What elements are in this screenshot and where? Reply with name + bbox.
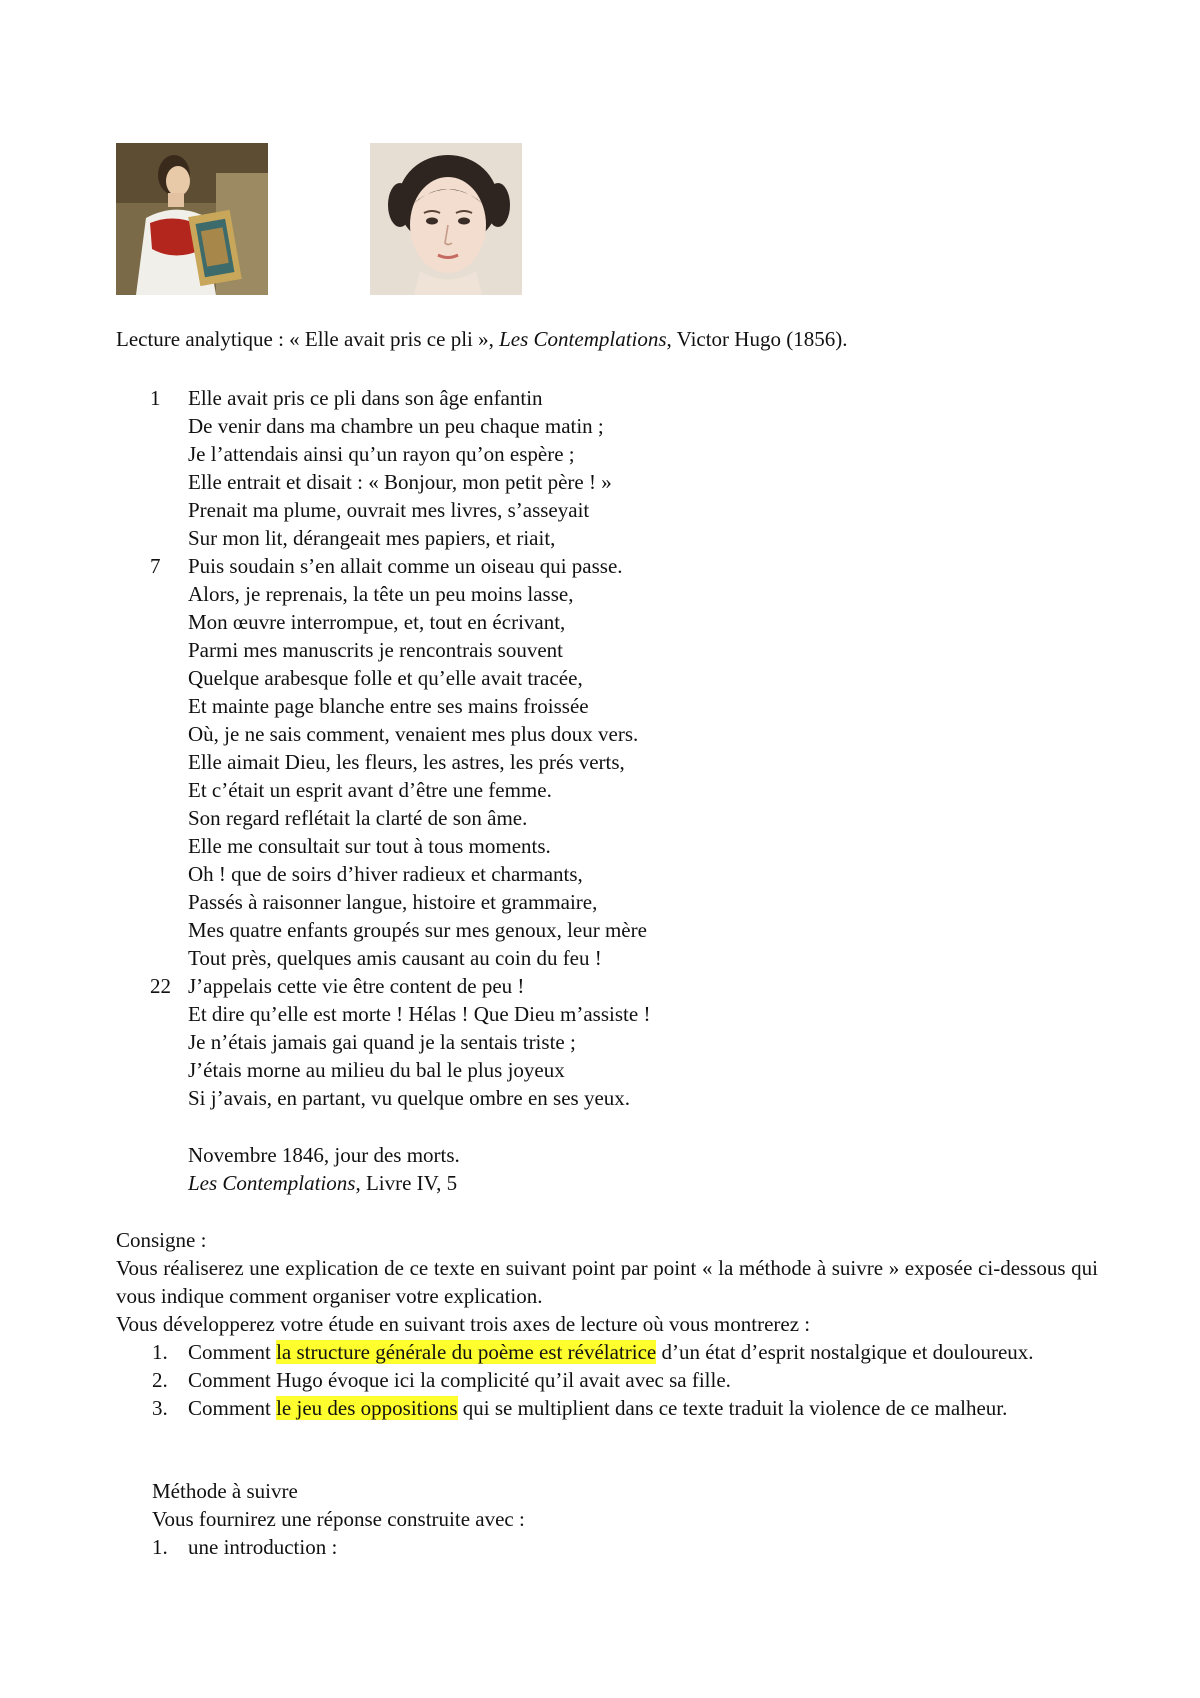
poem-line	[116, 440, 1116, 468]
poem-line	[116, 636, 1116, 664]
poem-line	[116, 860, 1116, 888]
consigne-paragraph: Vous réaliserez une explication de ce texte en suivant point par point « la méthode à suivre » exposée ci-dessous qui vous indique comment organiser votre explication.	[116, 1256, 1098, 1308]
poem-line	[116, 1028, 1116, 1056]
methode-title: Méthode à suivre	[152, 1479, 298, 1503]
verse-text: Elle avait pris ce pli dans son âge enfantin	[188, 386, 543, 410]
highlighted-text: la structure générale du poème est révélatrice	[276, 1340, 657, 1364]
verse-text: Si j’avais, en partant, vu quelque ombre en ses yeux.	[188, 1086, 631, 1110]
poem-line	[116, 384, 1116, 412]
verse-text: De venir dans ma chambre un peu chaque matin ;	[188, 414, 604, 438]
poem-line	[116, 1084, 1116, 1112]
line-number: 7	[150, 554, 161, 578]
list-item	[116, 1366, 1098, 1394]
poem-source-work: Les Contemplations	[188, 1171, 356, 1195]
title-prefix: Lecture analytique : « Elle avait pris ce pli »,	[116, 327, 494, 351]
line-number: 1	[150, 386, 161, 410]
document-title	[116, 327, 847, 352]
verse-text: Et c’était un esprit avant d’être une femme.	[188, 778, 552, 802]
highlighted-text: le jeu des oppositions	[276, 1396, 458, 1420]
line-number: 22	[150, 974, 171, 998]
consigne-label: Consigne :	[116, 1228, 207, 1252]
poem-source	[188, 1169, 457, 1197]
poem-line	[116, 972, 1116, 1000]
verse-text: Prenait ma plume, ouvrait mes livres, s’asseyait	[188, 498, 590, 522]
verse-text: Mes quatre enfants groupés sur mes genoux, leur mère	[188, 918, 647, 942]
methode-intro: Vous fournirez une réponse construite avec :	[152, 1507, 525, 1531]
verse-text: Mon œuvre interrompue, et, tout en écrivant,	[188, 610, 566, 634]
list-item	[116, 1338, 1098, 1366]
verse-text: Je n’étais jamais gai quand je la sentais triste ;	[188, 1030, 576, 1054]
verse-text: Tout près, quelques amis causant au coin du feu !	[188, 946, 602, 970]
verse-text: Et dire qu’elle est morte ! Hélas ! Que Dieu m’assiste !	[188, 1002, 651, 1026]
poem-line	[116, 804, 1116, 832]
portrait-woman-image	[370, 143, 522, 295]
poem	[116, 384, 1116, 1112]
verse-text: Et mainte page blanche entre ses mains froissée	[188, 694, 589, 718]
axis-text-before: Comment	[188, 1340, 277, 1364]
axis-text-after: d’un état d’esprit nostalgique et douloureux.	[656, 1340, 1034, 1364]
verse-text: Où, je ne sais comment, venaient mes plus doux vers.	[188, 722, 639, 746]
poem-line	[116, 692, 1116, 720]
verse-text: Parmi mes manuscrits je rencontrais souvent	[188, 638, 563, 662]
poem-date: Novembre 1846, jour des morts.	[188, 1143, 460, 1167]
verse-text: J’étais morne au milieu du bal le plus joyeux	[188, 1058, 565, 1082]
verse-text: Je l’attendais ainsi qu’un rayon qu’on espère ;	[188, 442, 575, 466]
list-number: 1.	[152, 1340, 168, 1364]
list-number: 1.	[152, 1535, 168, 1559]
poem-line	[116, 776, 1116, 804]
list-item	[116, 1394, 1098, 1422]
poem-line	[116, 664, 1116, 692]
poem-line	[116, 608, 1116, 636]
poem-line	[116, 468, 1116, 496]
verse-text: Elle me consultait sur tout à tous moments.	[188, 834, 551, 858]
poem-line	[116, 1000, 1116, 1028]
verse-text: Puis soudain s’en allait comme un oiseau qui passe.	[188, 554, 623, 578]
poem-line	[116, 888, 1116, 916]
poem-source-suffix: , Livre IV, 5	[355, 1171, 458, 1195]
poem-line	[116, 916, 1116, 944]
verse-text: Alors, je reprenais, la tête un peu moins lasse,	[188, 582, 574, 606]
poem-line	[116, 1056, 1116, 1084]
reading-axes-list	[116, 1338, 1098, 1422]
verse-text: J’appelais cette vie être content de peu !	[188, 974, 525, 998]
consigne-axes-intro: Vous développerez votre étude en suivant trois axes de lecture où vous montrerez :	[116, 1312, 811, 1336]
poem-line	[116, 552, 1116, 580]
poem-line	[116, 496, 1116, 524]
title-work: Les Contemplations	[499, 327, 667, 351]
verse-text: Sur mon lit, dérangeait mes papiers, et riait,	[188, 526, 556, 550]
verse-text: Son regard reflétait la clarté de son âme.	[188, 806, 528, 830]
title-suffix: , Victor Hugo (1856).	[666, 327, 848, 351]
list-item	[116, 1533, 1098, 1561]
poem-line	[116, 944, 1116, 972]
methode-item-text: une introduction :	[188, 1535, 338, 1559]
axis-text-before: Comment Hugo évoque ici la complicité qu’il avait avec sa fille.	[188, 1368, 731, 1392]
verse-text: Passés à raisonner langue, histoire et grammaire,	[188, 890, 598, 914]
portrait-girl-reading-image	[116, 143, 268, 295]
poem-line	[116, 524, 1116, 552]
axis-text-after: qui se multiplient dans ce texte traduit la violence de ce malheur.	[457, 1396, 1008, 1420]
poem-line	[116, 832, 1116, 860]
poem-line	[116, 748, 1116, 776]
methode-list	[116, 1533, 1098, 1561]
verse-text: Elle entrait et disait : « Bonjour, mon petit père ! »	[188, 470, 612, 494]
poem-line	[116, 580, 1116, 608]
poem-line	[116, 720, 1116, 748]
verse-text: Quelque arabesque folle et qu’elle avait tracée,	[188, 666, 583, 690]
verse-text: Elle aimait Dieu, les fleurs, les astres, les prés verts,	[188, 750, 625, 774]
axis-text-before: Comment	[188, 1396, 277, 1420]
list-number: 2.	[152, 1368, 168, 1392]
poem-line	[116, 412, 1116, 440]
verse-text: Oh ! que de soirs d’hiver radieux et charmants,	[188, 862, 583, 886]
list-number: 3.	[152, 1396, 168, 1420]
